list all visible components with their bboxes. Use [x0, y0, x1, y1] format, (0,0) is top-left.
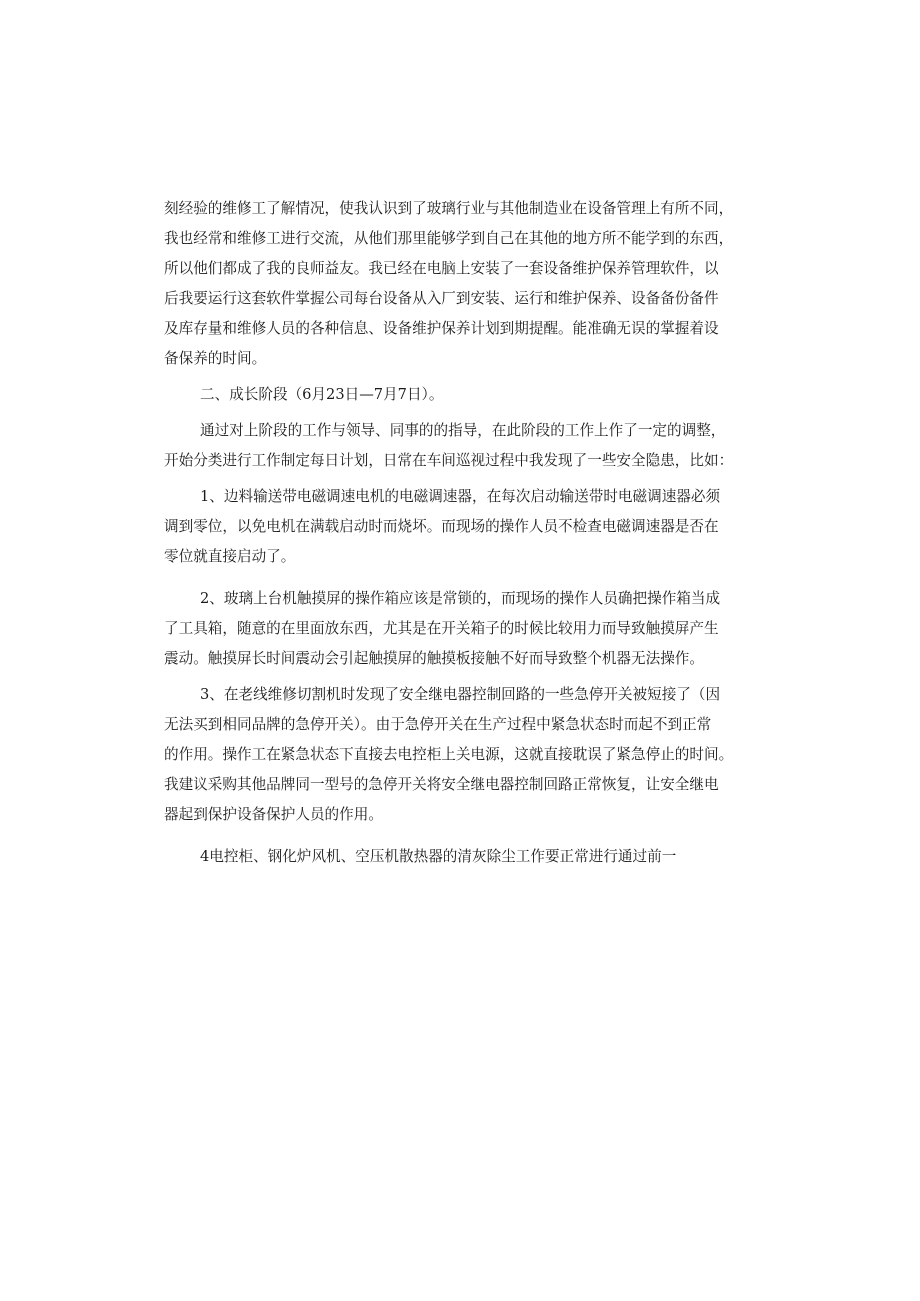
text-line: 我建议采购其他品牌同一型号的急停开关将安全继电器控制回路正常恢复，让安全继电	[164, 776, 719, 793]
text-line: 震动。触摸屏长时间震动会引起触摸屏的触摸板接触不好而导致整个机器无法操作。	[164, 650, 704, 667]
text-line: 后我要运行这套软件掌握公司每台设备从入厂到安装、运行和维护保养、设备备份备件	[164, 290, 719, 307]
paragraph-gap	[164, 572, 760, 584]
paragraph-item-1	[164, 482, 760, 572]
paragraph-adjustment	[164, 416, 760, 476]
text-line: 4电控柜、钢化炉风机、空压机散热器的清灰除尘工作要正常进行通过前一	[200, 848, 677, 865]
paragraph-item-3	[164, 680, 760, 830]
text-line: 开始分类进行工作制定每日计划，日常在车间巡视过程中我发现了一些安全隐患，比如：	[164, 452, 734, 469]
text-line: 3、在老线维修切割机时发现了安全继电器控制回路的一些急停开关被短接了（因	[200, 686, 721, 703]
text-line: 及库存量和维修人员的各种信息、设备维护保养计划到期提醒。能准确无误的掌握着设	[164, 320, 719, 337]
paragraph-item-4	[164, 842, 760, 872]
text-line: 备保养的时间。	[164, 350, 267, 367]
text-line: 通过对上阶段的工作与领导、同事的的指导，在此阶段的工作上作了一定的调整，	[200, 422, 726, 439]
text-line: 无法买到相同品牌的急停开关）。由于急停开关在生产过程中紧急状态时而起不到正常	[164, 716, 712, 733]
paragraph-item-2	[164, 584, 760, 674]
paragraph-gap	[164, 830, 760, 842]
text-line: 刻经验的维修工了解情况，使我认识到了玻璃行业与其他制造业在设备管理上有所不同，	[164, 200, 734, 217]
document-body	[164, 194, 760, 872]
section-heading: 二、成长阶段（6月23日—7月7日）。	[200, 386, 444, 403]
text-line: 2、玻璃上台机触摸屏的操作箱应该是常锁的，而现场的操作人员确把操作箱当成	[200, 590, 721, 607]
section-heading-growth-stage	[164, 380, 760, 410]
text-line: 器起到保护设备保护人员的作用。	[164, 806, 383, 823]
text-line: 零位就直接启动了。	[164, 548, 296, 565]
text-line: 我也经常和维修工进行交流，从他们那里能够学到自己在其他的地方所不能学到的东西，	[164, 230, 734, 247]
text-line: 的作用。操作工在紧急状态下直接去电控柜上关电源，这就直接耽误了紧急停止的时间。	[164, 746, 734, 763]
text-line: 调到零位，以免电机在满载启动时而烧坏。而现场的操作人员不检查电磁调速器是否在	[164, 518, 719, 535]
text-line: 1、边料输送带电磁调速电机的电磁调速器，在每次启动输送带时电磁调速器必须	[200, 488, 721, 505]
paragraph-maintenance-software	[164, 194, 760, 374]
text-line: 了工具箱，随意的在里面放东西，尤其是在开关箱子的时候比较用力而导致触摸屏产生	[164, 620, 719, 637]
text-line: 所以他们都成了我的良师益友。我已经在电脑上安装了一套设备维护保养管理软件，以	[164, 260, 719, 277]
